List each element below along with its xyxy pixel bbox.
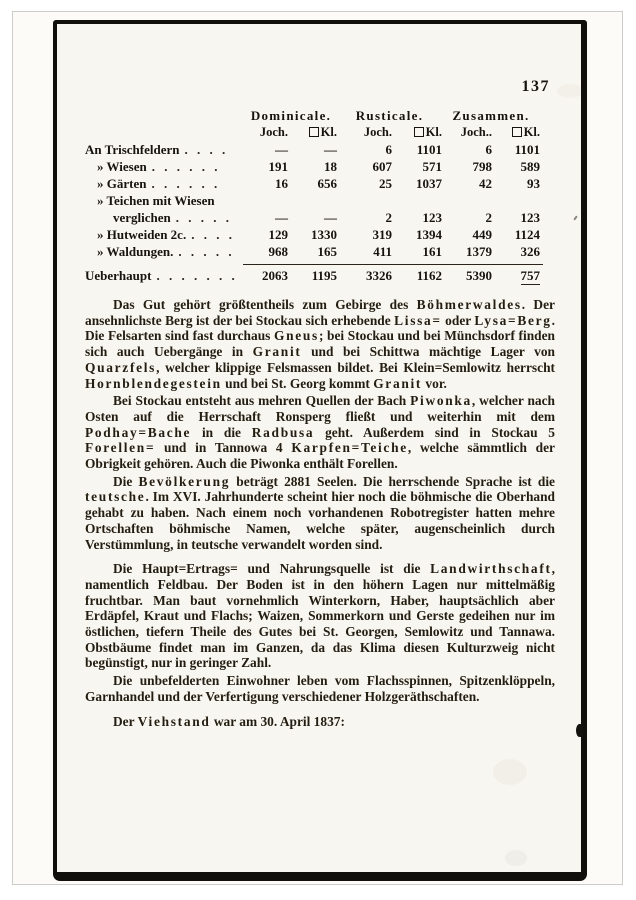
row-label: » Wiesen . . . . . . — [97, 159, 218, 174]
table-value: 123 — [520, 210, 540, 225]
table-value: 6 — [385, 142, 392, 157]
table-value: 411 — [373, 244, 392, 259]
table-row — [85, 158, 555, 175]
paragraph: Der Viehstand war am 30. April 1837: — [113, 713, 345, 729]
table-value: 1195 — [311, 268, 337, 283]
table-value: 161 — [422, 244, 442, 259]
emphasized-word: Landwirthschaft — [430, 561, 552, 577]
emphasized-word: teutsche — [85, 489, 146, 505]
paragraph: Bei Stockau entsteht aus mehren Quellen der Bach Piwonka, welcher nach Osten auf die Herrschaft Ronsperg fließt und weiterhin mit dem Podhay=Bache in die Radbusa geht. Außerdem sind in Stockau 5 Forellen= und in Tannowa 4 Karpfen=Teiche, welche sämmtlich der Obrigkeit gehören. Auch die Piwonka enthält Forellen. — [85, 393, 555, 472]
table-value: 2 — [485, 210, 492, 225]
emphasized-word: Granit — [373, 375, 423, 391]
table-value: 93 — [527, 176, 540, 191]
paragraph: Die Bevölkerung beträgt 2881 Seelen. Die herrschende Sprache ist die teutsche. Im XVI. Jahrhunderte scheint hier noch die böhmische die Oberhand gehabt zu haben. Nach einem noch vorhandenen Robotregister hatten mehre Ortschaften böhmische Namen, welche später, augenscheinlich durch Verstümmlung, in teutsche verwandelt worden sind. — [85, 473, 555, 552]
subheader-square-klafter: Kl. — [392, 124, 442, 141]
table-body — [85, 141, 555, 260]
column-group-rusticale: Rusticale. — [355, 108, 424, 123]
subheader-joch: Joch.. — [460, 125, 492, 139]
table-value: — — [275, 142, 288, 157]
emphasized-word: Granit — [252, 344, 302, 360]
table-row — [85, 141, 555, 158]
dot-leader: . . . . . . — [151, 176, 218, 191]
column-group-zusammen: Zusammen. — [452, 108, 530, 123]
row-label: An Trischfeldern . . . . — [85, 142, 226, 157]
table-value: 129 — [268, 227, 288, 242]
table-value: 1394 — [416, 227, 442, 242]
table-value: 6 — [485, 142, 492, 157]
emphasized-word: Böhmerwaldes — [416, 297, 522, 312]
page-content — [57, 78, 581, 729]
emphasized-word: Piwonka — [410, 393, 472, 409]
paragraph: Das Gut gehört größtentheils zum Gebirge des Böhmerwaldes. Der ansehnlichste Berg ist der bei Stockau sich erhebende Lissa= oder Lysa=Berg. Die Felsarten sind fast durchaus Gneus; bei Stockau und bei Münchsdorf finden sich auch Uebergänge in Granit und bei Schittwa mächtige Lager von Quarzfels, welcher klippige Felsmassen bildet. Bei Klein=Semlowitz herrscht Hornblendegestein und bei St. Georg kommt Granit vor. — [85, 297, 556, 391]
dot-leader: . . . . — [191, 227, 232, 242]
table-value: 18 — [324, 159, 337, 174]
scan-background — [12, 11, 623, 885]
square-klafter-icon — [512, 127, 522, 137]
scan-smudge — [493, 759, 527, 785]
page-number: 137 — [521, 78, 550, 95]
row-label: » Teichen mit Wiesen verglichen . . . . . — [97, 193, 230, 225]
dot-leader: . . . . — [184, 142, 226, 157]
table-value: 607 — [372, 159, 392, 174]
emphasized-word: Quarzfels — [85, 359, 157, 375]
emphasized-word: Podhay=Bache — [85, 424, 192, 440]
row-label: » Gärten . . . . . . — [97, 176, 218, 191]
table-value: 2063 — [262, 268, 288, 283]
subheader-square-klafter: Kl. — [492, 124, 540, 141]
subheader-square-klafter: Kl. — [288, 124, 337, 141]
square-klafter-icon — [414, 127, 424, 137]
table-value: 1379 — [466, 244, 492, 259]
table-value: 798 — [472, 159, 492, 174]
table-value: 326 — [520, 244, 540, 259]
row-label: Ueberhaupt . . . . . . . — [85, 268, 235, 283]
table-value: 449 — [472, 227, 492, 242]
table-value: 319 — [372, 227, 392, 242]
table-subheader-row — [85, 124, 555, 141]
table-value: 968 — [268, 244, 288, 259]
table-value: 571 — [422, 159, 442, 174]
table-value: 1101 — [514, 142, 540, 157]
table-value: 191 — [268, 159, 288, 174]
table-value: — — [324, 210, 337, 225]
emphasized-word: Radbusa — [251, 424, 315, 440]
subheader-joch: Joch. — [259, 125, 288, 139]
table-row — [85, 192, 555, 226]
square-klafter-icon — [309, 127, 319, 137]
dot-leader: . . . . . — [175, 210, 230, 225]
subheader-joch: Joch. — [363, 125, 392, 139]
dot-leader: . . . . . — [178, 244, 232, 259]
table-value: 2 — [385, 210, 392, 225]
table-value: 1124 — [514, 227, 540, 242]
emphasized-word: Gneus — [273, 328, 319, 344]
table-value: 589 — [520, 159, 540, 174]
table-value: 656 — [317, 176, 337, 191]
table-value: 1330 — [311, 227, 337, 242]
emphasized-word: Hornblendegestein — [85, 375, 222, 391]
table-value: 1101 — [416, 142, 442, 157]
row-label: » Hutweiden 2c. . . . . — [97, 227, 232, 242]
emphasized-word: Viehstand — [137, 713, 211, 729]
dot-leader: . . . . . . . — [156, 268, 235, 283]
emphasized-word: Forellen= — [85, 440, 156, 456]
table-total-row — [85, 267, 555, 284]
emphasized-word: Lysa=Berg — [474, 312, 552, 328]
emphasized-word: Lissa= — [394, 312, 442, 328]
table-row-total — [85, 267, 555, 284]
table-value: 123 — [422, 210, 442, 225]
table-group-header-row — [85, 108, 555, 124]
group-header-spacer — [85, 108, 245, 124]
column-group-dominicale: Dominicale. — [250, 108, 332, 123]
table-row — [85, 243, 555, 260]
paragraph: Die Haupt=Ertrags= und Nahrungsquelle ist die Landwirthschaft, namentlich Feldbau. Der Boden ist in den höhern Lagen nur mittelmäßig fruchtbar. Man baut vornehmlich Winterkorn, Haber, hauptsächlich aber Erdäpfel, Kraut und Flachs; Waizen, Sommerkorn und Gerste gedeihen nur im östlichen, tiefern Theile des Gutes bei St. Georgen, Semlowitz und Tannawa. Obstbäume findet man im Ganzen, da das Klima diesen Kulturzweig nicht begünstigt, nur in geringer Zahl. — [85, 561, 555, 671]
table-value: — — [324, 142, 337, 157]
table-value: 1037 — [416, 176, 442, 191]
emphasized-word: Karpfen=Teiche — [291, 440, 408, 456]
table-value: 5390 — [466, 268, 492, 283]
table-total-rule — [243, 264, 543, 265]
table-value: 25 — [379, 176, 392, 191]
body-text — [85, 297, 555, 729]
land-register-table — [85, 108, 555, 284]
table-value: 3326 — [366, 268, 392, 283]
table-value: 16 — [275, 176, 288, 191]
dot-leader: . . . . . . — [151, 159, 218, 174]
table-value: 42 — [479, 176, 492, 191]
row-label: » Waldungen. . . . . . — [97, 244, 232, 259]
table-value: 1162 — [416, 268, 442, 283]
table-value: 757 — [520, 268, 540, 283]
emphasized-word: Bevölkerung — [138, 473, 231, 489]
scan-smudge — [505, 850, 527, 866]
table-row — [85, 175, 555, 192]
table-value: 165 — [317, 244, 337, 259]
table-row — [85, 226, 555, 243]
page-frame — [53, 20, 587, 881]
paragraph: Die unbefelderten Einwohner leben vom Flachsspinnen, Spitzenklöppeln, Garnhandel und der Verfertigung verschiedener Holzgeräthschaften. — [85, 673, 555, 704]
table-value: — — [275, 210, 288, 225]
